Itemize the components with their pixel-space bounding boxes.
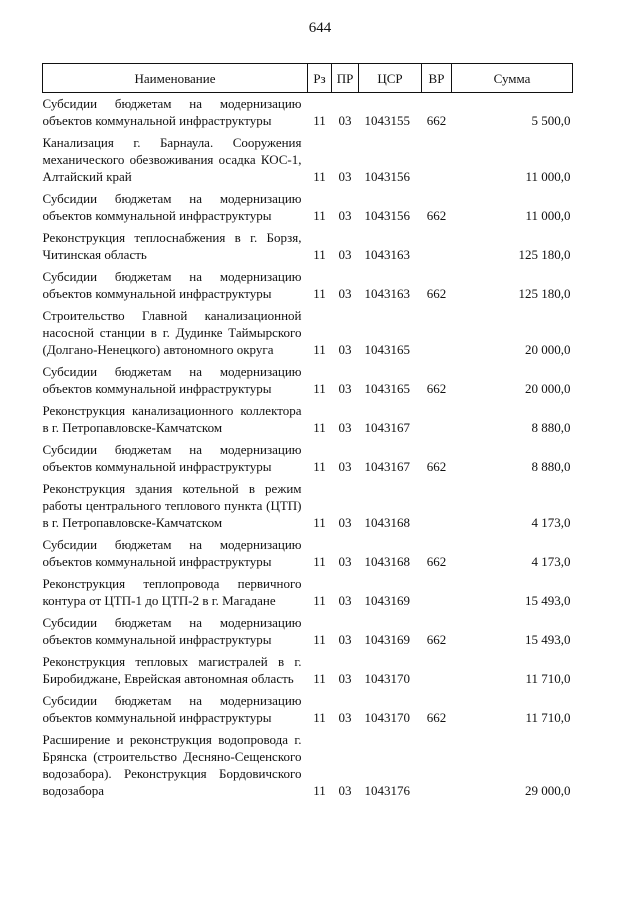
cell-sum: 11 710,0 xyxy=(525,710,571,725)
budget-table xyxy=(42,63,573,804)
cell-name: Субсидии бюджетам на модернизацию объектов коммунальной инфраструктуры xyxy=(42,442,302,474)
cell-rz: 11 xyxy=(313,169,326,184)
cell-vr: 662 xyxy=(426,459,447,474)
cell-sum: 4 173,0 xyxy=(531,515,571,530)
table-row xyxy=(43,134,573,190)
cell-csr: 1043168 xyxy=(364,515,410,530)
cell-vr: 662 xyxy=(426,710,447,725)
cell-rz: 11 xyxy=(313,632,326,647)
cell-pr: 03 xyxy=(338,515,352,530)
cell-pr: 03 xyxy=(338,342,352,357)
cell-sum: 11 710,0 xyxy=(525,671,571,686)
cell-csr: 1043170 xyxy=(364,710,410,725)
table-row xyxy=(43,93,573,135)
cell-sum: 15 493,0 xyxy=(525,632,571,647)
table-row xyxy=(43,653,573,692)
cell-name: Реконструкция теплоснабжения в г. Борзя, Читинская область xyxy=(42,230,302,262)
cell-vr: 662 xyxy=(426,208,447,223)
cell-csr: 1043170 xyxy=(364,671,410,686)
cell-vr xyxy=(422,653,452,692)
cell-sum: 20 000,0 xyxy=(525,342,571,357)
cell-csr: 1043155 xyxy=(364,113,410,128)
table-row xyxy=(43,441,573,480)
table-row xyxy=(43,480,573,536)
cell-rz: 11 xyxy=(313,671,326,686)
cell-name: Субсидии бюджетам на модернизацию объектов коммунальной инфраструктуры xyxy=(42,537,302,569)
cell-csr: 1043156 xyxy=(364,208,410,223)
table-body xyxy=(43,93,573,805)
cell-sum: 125 180,0 xyxy=(518,286,571,301)
cell-vr: 662 xyxy=(426,632,447,647)
table-row xyxy=(43,614,573,653)
cell-name: Канализация г. Барнаула. Сооружения механического обезвоживания осадка КОС-1, Алтайский край xyxy=(42,135,302,184)
cell-csr: 1043167 xyxy=(364,420,410,435)
cell-rz: 11 xyxy=(313,593,326,608)
cell-rz: 11 xyxy=(313,208,326,223)
cell-csr: 1043165 xyxy=(364,381,410,396)
cell-sum: 15 493,0 xyxy=(525,593,571,608)
cell-rz: 11 xyxy=(313,783,326,798)
table-row xyxy=(43,363,573,402)
cell-csr: 1043156 xyxy=(364,169,410,184)
cell-vr: 662 xyxy=(426,113,447,128)
cell-sum: 4 173,0 xyxy=(531,554,571,569)
cell-pr: 03 xyxy=(338,632,352,647)
cell-sum: 8 880,0 xyxy=(531,459,571,474)
cell-vr xyxy=(422,731,452,804)
cell-csr: 1043168 xyxy=(364,554,410,569)
cell-rz: 11 xyxy=(313,381,326,396)
cell-sum: 20 000,0 xyxy=(525,381,571,396)
table-row xyxy=(43,229,573,268)
header-rz: Рз xyxy=(308,64,332,93)
cell-pr: 03 xyxy=(338,247,352,262)
cell-name: Субсидии бюджетам на модернизацию объектов коммунальной инфраструктуры xyxy=(42,269,302,301)
cell-pr: 03 xyxy=(338,169,352,184)
cell-rz: 11 xyxy=(313,247,326,262)
cell-pr: 03 xyxy=(338,554,352,569)
table-row xyxy=(43,307,573,363)
table-row xyxy=(43,402,573,441)
cell-pr: 03 xyxy=(338,459,352,474)
cell-name: Субсидии бюджетам на модернизацию объектов коммунальной инфраструктуры xyxy=(42,364,302,396)
cell-name: Субсидии бюджетам на модернизацию объектов коммунальной инфраструктуры xyxy=(42,191,302,223)
cell-csr: 1043176 xyxy=(364,783,410,798)
cell-rz: 11 xyxy=(313,286,326,301)
cell-pr: 03 xyxy=(338,593,352,608)
cell-pr: 03 xyxy=(338,420,352,435)
cell-pr: 03 xyxy=(338,710,352,725)
cell-name: Реконструкция тепловых магистралей в г. Биробиджане, Еврейская автономная область xyxy=(42,654,302,686)
cell-vr xyxy=(422,402,452,441)
cell-name: Субсидии бюджетам на модернизацию объектов коммунальной инфраструктуры xyxy=(42,693,302,725)
cell-pr: 03 xyxy=(338,113,352,128)
table-row xyxy=(43,268,573,307)
cell-csr: 1043165 xyxy=(364,342,410,357)
cell-sum: 8 880,0 xyxy=(531,420,571,435)
page-number: 644 xyxy=(308,20,332,36)
cell-rz: 11 xyxy=(313,420,326,435)
cell-csr: 1043169 xyxy=(364,632,410,647)
cell-rz: 11 xyxy=(313,342,326,357)
table-header-row xyxy=(43,64,573,93)
cell-vr xyxy=(422,307,452,363)
cell-csr: 1043167 xyxy=(364,459,410,474)
cell-rz: 11 xyxy=(313,710,326,725)
cell-rz: 11 xyxy=(313,113,326,128)
cell-sum: 125 180,0 xyxy=(518,247,571,262)
cell-vr: 662 xyxy=(426,381,447,396)
cell-vr xyxy=(422,134,452,190)
header-vr: ВР xyxy=(422,64,452,93)
table-row xyxy=(43,731,573,804)
cell-vr xyxy=(422,229,452,268)
cell-sum: 29 000,0 xyxy=(525,783,571,798)
cell-sum: 11 000,0 xyxy=(525,169,571,184)
header-name: Наименование xyxy=(43,64,308,93)
header-sum: Сумма xyxy=(452,64,573,93)
cell-sum: 5 500,0 xyxy=(531,113,571,128)
table-row xyxy=(43,692,573,731)
table-row xyxy=(43,190,573,229)
cell-csr: 1043163 xyxy=(364,286,410,301)
cell-name: Реконструкция здания котельной в режим работы центрального теплового пункта (ЦТП) в г. Петропавловске-Камчатском xyxy=(42,481,302,530)
cell-pr: 03 xyxy=(338,208,352,223)
table-row xyxy=(43,575,573,614)
cell-name: Субсидии бюджетам на модернизацию объектов коммунальной инфраструктуры xyxy=(42,615,302,647)
table-row xyxy=(43,536,573,575)
cell-vr: 662 xyxy=(426,286,447,301)
header-pr: ПР xyxy=(332,64,359,93)
cell-vr xyxy=(422,575,452,614)
cell-rz: 11 xyxy=(313,459,326,474)
cell-pr: 03 xyxy=(338,286,352,301)
cell-csr: 1043169 xyxy=(364,593,410,608)
cell-name: Строительство Главной канализационной насосной станции в г. Дудинке Таймырского (Долгано-Ненецкого) автономного округа xyxy=(42,308,302,357)
cell-name: Реконструкция теплопровода первичного контура от ЦТП-1 до ЦТП-2 в г. Магадане xyxy=(42,576,302,608)
cell-rz: 11 xyxy=(313,515,326,530)
cell-name: Расширение и реконструкция водопровода г. Брянска (строительство Десняно-Сещенского водозабора). Реконструкция Бордовичского водозабора xyxy=(42,732,302,798)
cell-rz: 11 xyxy=(313,554,326,569)
cell-name: Субсидии бюджетам на модернизацию объектов коммунальной инфраструктуры xyxy=(42,96,302,128)
cell-pr: 03 xyxy=(338,783,352,798)
cell-vr xyxy=(422,480,452,536)
cell-sum: 11 000,0 xyxy=(525,208,571,223)
cell-pr: 03 xyxy=(338,671,352,686)
cell-pr: 03 xyxy=(338,381,352,396)
cell-name: Реконструкция канализационного коллектора в г. Петропавловске-Камчатском xyxy=(42,403,302,435)
cell-vr: 662 xyxy=(426,554,447,569)
header-csr: ЦСР xyxy=(359,64,422,93)
cell-csr: 1043163 xyxy=(364,247,410,262)
